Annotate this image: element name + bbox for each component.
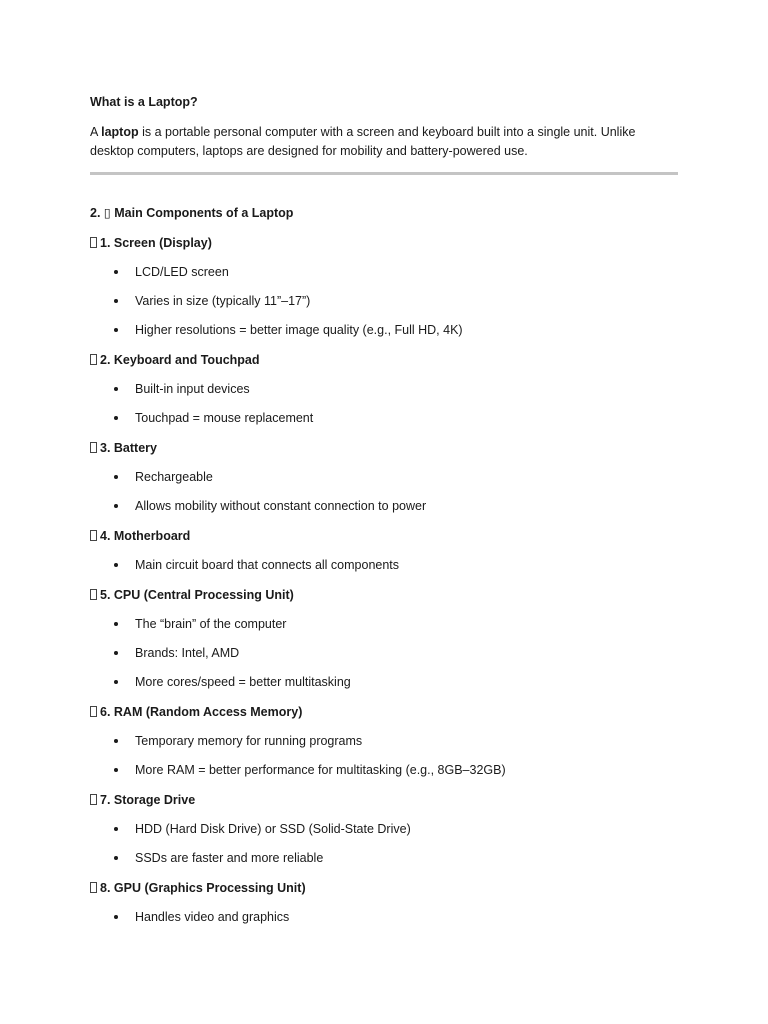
list-item — [90, 850, 678, 866]
intro-bold-term: laptop — [101, 125, 139, 139]
component-bullet-list — [90, 909, 678, 925]
missing-glyph-icon — [90, 882, 97, 893]
components-list — [90, 235, 678, 925]
component-heading — [90, 792, 678, 808]
list-item — [90, 557, 678, 573]
list-item-text: Main circuit board that connects all components — [135, 558, 400, 572]
list-item — [90, 322, 678, 338]
component-heading-text: 5. CPU (Central Processing Unit) — [100, 588, 294, 602]
list-item-text: More cores/speed = better multitasking — [135, 675, 351, 689]
list-item — [90, 264, 678, 280]
list-item — [90, 616, 678, 632]
bullet-icon — [114, 504, 118, 508]
list-item-text: Brands: Intel, AMD — [135, 646, 240, 660]
list-item — [90, 381, 678, 397]
component-heading — [90, 587, 678, 603]
component-bullet-list — [90, 381, 678, 426]
bullet-icon — [114, 387, 118, 391]
intro-prefix: A — [90, 125, 102, 139]
bullet-icon — [114, 299, 118, 303]
list-item — [90, 469, 678, 485]
component-heading — [90, 528, 678, 544]
component-heading-text: 4. Motherboard — [100, 529, 191, 543]
component-heading-text: 6. RAM (Random Access Memory) — [100, 705, 303, 719]
bullet-icon — [114, 622, 118, 626]
component-bullet-list — [90, 733, 678, 778]
component-heading-text: 8. GPU (Graphics Processing Unit) — [100, 881, 306, 895]
list-item-text: Varies in size (typically 11”–17”) — [135, 294, 311, 308]
list-item-text: Rechargeable — [135, 470, 213, 484]
bullet-icon — [114, 856, 118, 860]
component-bullet-list — [90, 469, 678, 514]
list-item — [90, 909, 678, 925]
list-item — [90, 733, 678, 749]
main-components-heading: 2. ▯ Main Components of a Laptop — [90, 206, 294, 220]
component-heading — [90, 704, 678, 720]
bullet-icon — [114, 651, 118, 655]
list-item — [90, 821, 678, 837]
list-item-text: Temporary memory for running programs — [135, 734, 363, 748]
component-heading-text: 2. Keyboard and Touchpad — [100, 353, 260, 367]
component-heading-text: 3. Battery — [100, 441, 157, 455]
component-heading — [90, 235, 678, 251]
component-heading-text: 7. Storage Drive — [100, 793, 196, 807]
bullet-icon — [114, 768, 118, 772]
missing-glyph-icon — [90, 530, 97, 541]
doc-title: What is a Laptop? — [90, 95, 198, 109]
list-item-text: Built-in input devices — [135, 382, 250, 396]
component-heading — [90, 440, 678, 456]
bullet-icon — [114, 270, 118, 274]
component-heading-text: 1. Screen (Display) — [100, 236, 212, 250]
list-item-text: HDD (Hard Disk Drive) or SSD (Solid-State Drive) — [135, 822, 411, 836]
list-item-text: Allows mobility without constant connection to power — [135, 499, 427, 513]
bullet-icon — [114, 827, 118, 831]
horizontal-rule — [90, 172, 678, 175]
intro-paragraph — [90, 123, 678, 161]
intro-rest: is a portable personal computer with a screen and keyboard built into a single unit. Unlike desktop computers, laptops are designed for mobility and battery-powered use. — [90, 125, 636, 158]
document-body — [90, 94, 678, 925]
bullet-icon — [114, 416, 118, 420]
missing-glyph-icon — [90, 442, 97, 453]
component-bullet-list — [90, 821, 678, 866]
component-bullet-list — [90, 264, 678, 338]
list-item — [90, 762, 678, 778]
bullet-icon — [114, 328, 118, 332]
list-item-text: Touchpad = mouse replacement — [135, 411, 314, 425]
bullet-icon — [114, 563, 118, 567]
component-bullet-list — [90, 557, 678, 573]
missing-glyph-icon — [90, 237, 97, 248]
list-item-text: The “brain” of the computer — [135, 617, 287, 631]
bullet-icon — [114, 680, 118, 684]
list-item-text: SSDs are faster and more reliable — [135, 851, 324, 865]
list-item — [90, 645, 678, 661]
bullet-icon — [114, 739, 118, 743]
list-item-text: Handles video and graphics — [135, 910, 290, 924]
component-bullet-list — [90, 616, 678, 690]
missing-glyph-icon — [90, 706, 97, 717]
list-item — [90, 293, 678, 309]
bullet-icon — [114, 915, 118, 919]
missing-glyph-icon — [90, 794, 97, 805]
list-item-text: LCD/LED screen — [135, 265, 229, 279]
list-item — [90, 498, 678, 514]
list-item-text: Higher resolutions = better image quality (e.g., Full HD, 4K) — [135, 323, 463, 337]
missing-glyph-icon — [90, 354, 97, 365]
missing-glyph-icon — [90, 589, 97, 600]
component-heading — [90, 352, 678, 368]
component-heading — [90, 880, 678, 896]
list-item-text: More RAM = better performance for multitasking (e.g., 8GB–32GB) — [135, 763, 506, 777]
bullet-icon — [114, 475, 118, 479]
list-item — [90, 674, 678, 690]
list-item — [90, 410, 678, 426]
